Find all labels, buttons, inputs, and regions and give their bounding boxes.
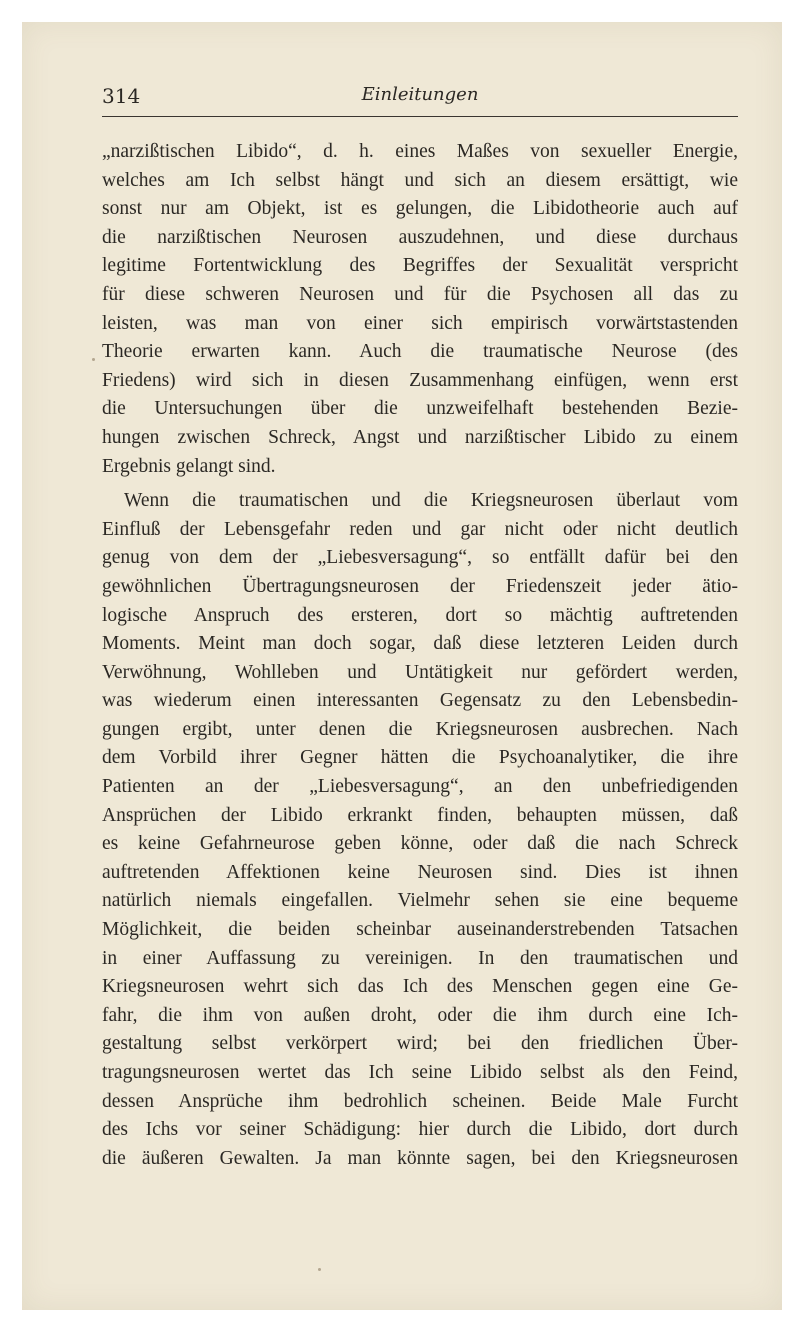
text-line: Möglichkeit, die beiden scheinbar auseinanderstrebenden Tatsachen	[102, 919, 738, 941]
text-line: fahr, die ihm von außen droht, oder die ihm durch eine Ich-	[102, 1004, 738, 1026]
text-line: natürlich niemals eingefallen. Vielmehr sehen sie eine bequeme	[102, 890, 738, 912]
paragraph-1	[102, 138, 738, 481]
text-line: für diese schweren Neurosen und für die Psychosen all das zu	[102, 283, 738, 305]
text-line: in einer Auffassung zu vereinigen. In den traumatischen und	[102, 947, 738, 969]
text-line: Theorie erwarten kann. Auch die traumatische Neurose (des	[102, 341, 738, 363]
text-line: Friedens) wird sich in diesen Zusammenhang einfügen, wenn erst	[102, 369, 738, 391]
text-line: was wiederum einen interessanten Gegensatz zu den Lebensbedin-	[102, 690, 738, 712]
paragraph-2	[102, 487, 738, 1173]
text-line: die Untersuchungen über die unzweifelhaft bestehenden Bezie-	[102, 398, 738, 420]
text-line: Einfluß der Lebensgefahr reden und gar nicht oder nicht deutlich	[102, 518, 738, 540]
text-line: die äußeren Gewalten. Ja man könnte sagen, bei den Kriegsneurosen	[102, 1147, 738, 1169]
text-line: Wenn die traumatischen und die Kriegsneurosen überlaut vom	[124, 490, 738, 512]
text-line: tragungsneurosen wertet das Ich seine Libido selbst als den Feind,	[102, 1062, 738, 1083]
text-line: Verwöhnung, Wohlleben und Untätigkeit nur gefördert werden,	[102, 661, 738, 683]
text-line: sonst nur am Objekt, ist es gelungen, die Libidotheorie auch auf	[102, 198, 738, 220]
text-line: genug von dem der „Liebesversagung“, so entfällt dafür bei den	[102, 547, 738, 569]
page-number: 314	[102, 84, 141, 108]
text-line: Patienten an der „Liebesversagung“, an den unbefriedigenden	[102, 776, 738, 798]
running-title: Einleitungen	[361, 84, 479, 105]
text-line: auftretenden Affektionen keine Neurosen sind. Dies ist ihnen	[102, 861, 738, 883]
paper-speck	[92, 358, 95, 361]
text-line: gewöhnlichen Übertragungsneurosen der Friedenszeit jeder ätio-	[102, 575, 738, 597]
text-line: leisten, was man von einer sich empirisch vorwärtstastenden	[102, 312, 738, 334]
page-header	[102, 84, 738, 117]
text-line: es keine Gefahrneurose geben könne, oder daß die nach Schreck	[102, 833, 738, 855]
text-line: Ansprüchen der Libido erkrankt finden, behaupten müssen, daß	[102, 804, 738, 826]
text-line: hungen zwischen Schreck, Angst und narzißtischer Libido zu einem	[102, 426, 738, 448]
text-line: legitime Fortentwicklung des Begriffes der Sexualität verspricht	[102, 255, 738, 277]
text-line: gungen ergibt, unter denen die Kriegsneurosen ausbrechen. Nach	[102, 718, 738, 740]
text-line: dessen Ansprüche ihm bedrohlich scheinen. Beide Male Furcht	[102, 1090, 738, 1112]
text-line: Kriegsneurosen wehrt sich das Ich des Menschen gegen eine Ge-	[102, 976, 738, 998]
text-line: dem Vorbild ihrer Gegner hätten die Psychoanalytiker, die ihre	[102, 747, 738, 769]
text-line: logische Anspruch des ersteren, dort so mächtig auftretenden	[102, 604, 738, 626]
text-line: die narzißtischen Neurosen auszudehnen, und diese durchaus	[102, 226, 738, 248]
body-text	[102, 138, 738, 1173]
text-line: welches am Ich selbst hängt und sich an diesem ersättigt, wie	[102, 169, 738, 191]
text-line: Moments. Meint man doch sogar, daß diese letzteren Leiden durch	[102, 633, 738, 655]
text-line: des Ichs vor seiner Schädigung: hier durch die Libido, dort durch	[102, 1119, 738, 1141]
paper-speck	[318, 1268, 321, 1271]
text-line: gestaltung selbst verkörpert wird; bei den friedlichen Über-	[102, 1033, 738, 1055]
text-line: „narzißtischen Libido“, d. h. eines Maßes von sexueller Energie,	[102, 141, 738, 162]
text-line: Ergebnis gelangt sind.	[102, 455, 276, 477]
